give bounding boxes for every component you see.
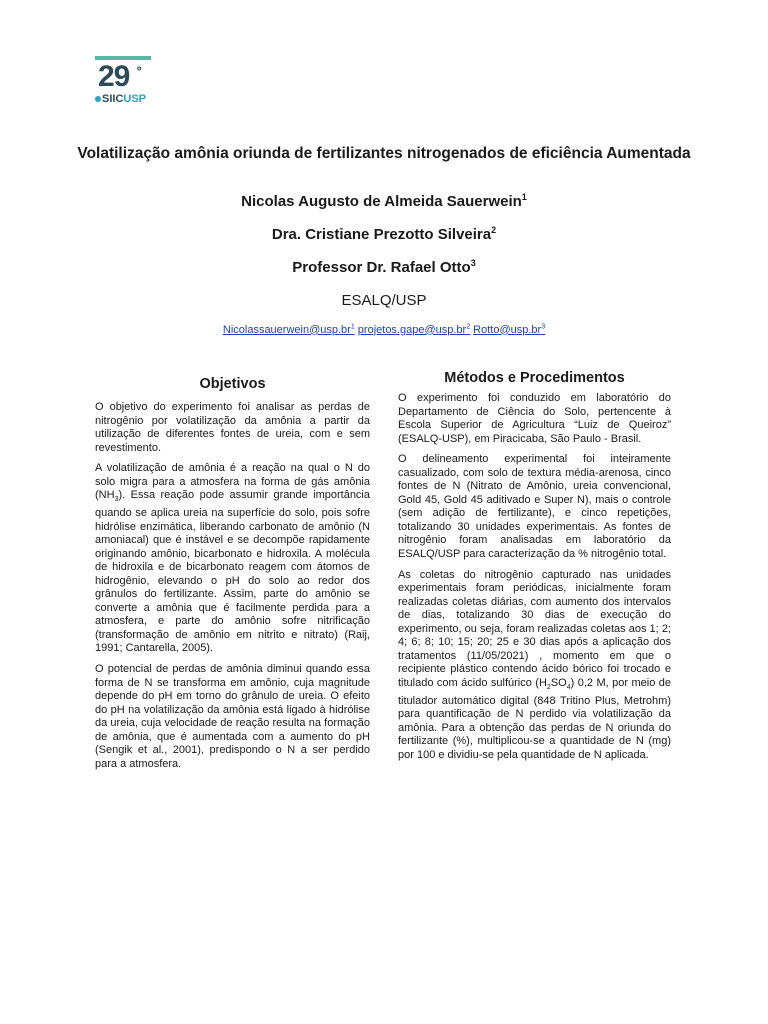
objetivos-section	[95, 370, 370, 778]
email-link-2[interactable]: $projetos.gape@usp.br^2$	[357, 323, 471, 336]
logo-number: 29	[98, 60, 130, 93]
author-2: Dra. Cristiane Prezotto Silveira$^2$	[271, 225, 497, 243]
metodos-heading: Métodos e Procedimentos	[444, 370, 625, 386]
objetivos-paragraph-3: O potencial de perdas de amônia diminui quando essa forma de N se transforma em amônio, cuja magnitude depende do pH em torno do grânulo de ureia. O efeito do pH na volatilização da amônia está ligado à hidrólise da ureia, cuja velocidade de reação resulta na formação de amônia, que é aumentada com a aumento do pH (Sengik et al., 2001), predispondo o N a ser perdido para a atmosfera.	[95, 663, 370, 770]
metodos-paragraph-2: O delineamento experimental foi inteiramente casualizado, com solo de textura média-arenosa, cinco fontes de N (Nitrato de Amônio, ureia convencional, Gold 45, Gold 45 aditivado e Super N), mais o controle (sem adição de fertilizante), e cinco repetições, totalizando 30 unidades experimentais. As fontes de nitrogênio foram analisadas em laboratório da ESALQ/USP para caracterização da % nitrogênio total.	[398, 453, 671, 561]
logo-subtitle: SIICUSP	[95, 93, 146, 105]
author-3: Professor Dr. Rafael Otto$^3$	[292, 258, 476, 276]
institution: ESALQ/USP	[341, 292, 427, 309]
metodos-paragraph-3: As coletas do nitrogênio capturado nas unidades experimentais foram periódicas, inicialmente foram realizadas coletas diárias, com aumento dos intervalos de dias, totalizando 30 dias de execução do experimento, ou seja, foram realizadas coletas aos 1; 2; 4; 6; 8; 10; 15; 20; 25 e 30 dias após a aplicação dos tratamentos (11/05/2021) , momento em que o recipiente plástico contendo ácido bórico foi trocado e titulado com ácido sulfúrico $(H_2SO_4)$ 0,2 M, por meio de titulador automático digital (848 Tritino Plus, Metrohm) para quantificação de N perdido via volatilização da amônia. Para a obtenção das perdas de N oriunda do fertilizante (%), multiplicou-se a quantidade de N (mg) por 100 e dividiu-se pela quantidade de N aplicada.	[398, 568, 672, 761]
logo-degree: º	[137, 64, 142, 78]
objetivos-paragraph-2: A volatilização de amônia é a reação na qual o N do solo migra para a atmosfera na forma de gás amônia $(NH_3)$. Essa reação pode assumir grande importância quando se aplica ureia na superfície do solo, pois sofre hidrólise enzimática, liberando carbonato de amônio (N amoniacal) que é instável e se decompõe rapidamente originando amônio, bicarbonato e hidroxila. A molécula de hidroxila e de bicarbonato reagem com átomos de hidrogênio, elevando o pH do solo ao redor dos grânulos do fertilizante. Assim, parte do amônio se converte a amônia que é facilmente perdida para a atmosfera, e parte do amônio sofre nitrificação (transformação de amônio em nitrito e nitrato) (Raij, 1991; Cantarella, 2005).	[95, 462, 370, 655]
author-1: Nicolas Augusto de Almeida Sauerwein$^1$	[241, 192, 527, 210]
email-link-1[interactable]: $Nicolassauerwein@usp.br^1$	[222, 323, 355, 336]
metodos-section	[398, 370, 671, 769]
paper-title: Volatilização amônia oriunda de fertilizantes nitrogenados de eficiência Aumentada	[77, 145, 691, 162]
logo-dot-icon	[95, 96, 101, 102]
objetivos-heading: Objetivos	[199, 376, 266, 392]
siicusp-logo	[95, 56, 155, 110]
objetivos-paragraph-1: O objetivo do experimento foi analisar as perdas de nitrogênio por volatilização da amônia a partir da utilização de diferentes fontes de ureia, com e sem revestimento.	[95, 401, 370, 454]
author-emails	[60, 323, 708, 336]
metodos-paragraph-1: O experimento foi conduzido em laboratório do Departamento de Ciência do Solo, pertencente à Escola Superior de Agricultura “Luiz de Queiroz” (ESALQ-USP), em Piracicaba, São Paulo - Brasil.	[398, 392, 671, 445]
email-link-3[interactable]: $Rotto@usp.br^3$	[473, 323, 546, 336]
